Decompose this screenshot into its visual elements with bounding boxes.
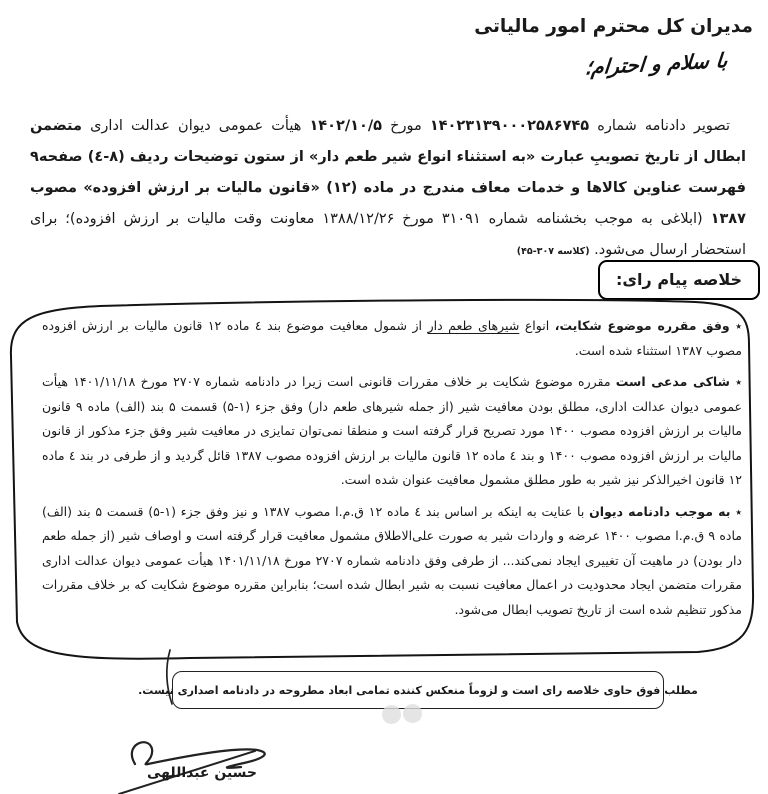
bullet-marker: ٭	[735, 374, 742, 389]
signature-scribble-icon	[95, 724, 300, 794]
bullet-item	[42, 370, 742, 493]
intro-paragraph	[30, 111, 746, 267]
watermark-dots	[362, 704, 422, 726]
bullet-text: از شمول معافیت موضوع بند ٤ ماده ۱۲ قانون مالیات بر ارزش افزوده مصوب ۱۳۸۷ استثناء شده است.	[42, 318, 742, 358]
page-title: مدیران کل محترم امور مالیاتی	[474, 16, 753, 37]
case-reference: (کلاسه ۳۰۷-۴۵)	[516, 245, 590, 257]
bullet-lead: شاکی مدعی است	[615, 374, 730, 389]
verdict-date: ۱۴۰۲/۱۰/۵	[309, 117, 382, 134]
bullet-marker: ٭	[735, 503, 742, 519]
issuer-name: هیأت عمومی دیوان عدالت اداری	[90, 117, 302, 134]
watermark-dot-icon	[382, 705, 401, 724]
bullet-text: انواع	[524, 318, 550, 333]
underlined-term: شیرهای طعم دار	[427, 318, 520, 333]
summary-bullets	[42, 314, 742, 629]
summary-label-box: خلاصه پیام رای:	[598, 260, 760, 300]
bullet-lead: وفق مقرره موضوع شکایت،	[554, 318, 730, 333]
dated-label: مورخ	[390, 117, 422, 134]
bullet-item	[42, 314, 742, 363]
intro-lead: تصویر دادنامه شماره	[597, 117, 731, 134]
bullet-text: مقرره موضوع شکایت بر خلاف مقررات قانونی است زیرا در دادنامه شماره ۲۷۰۷ مورخ ۱۴۰۱/۱۱/۱۸ هیأت عمومی دیوان عدالت اداری، مطلق بودن معافیت شیر (از جمله شیرهای طعم دار) وفق جزء (۱-۵) قسمت ۵ بند (الف) ماده ۹ قانون مالیات بر ارزش افزوده مصوب ۱۴۰۰ مورد تصریح قرار گرفته است و منطقا نمی‌توان تمایزی در معافیت شیر وفق جزء مذکور از قانون مالیات بر ارزش افزوده مصوب ۱۴۰۰ و بند ٤ ماده ۱۲ قانون مالیات بر ارزش افزوده مصوب ۱۳۸۷ قائل گردید و از طرفی در بند ٤ ماده ۱۲ قانون اخیرالذکر نیز شیر به طور مطلق مشمول معافیت عنوان شده است.	[42, 374, 743, 487]
bullet-marker: ٭	[735, 318, 743, 333]
subject-bold-text: متضمن ابطال از تاریخ تصویبِ عبارت «به استثناء انواع شیر طعم دار» از ستون توضیحات ردیف (۸-٤) صفحه۹ فهرست عناوین کالاها و خدمات معاف مندرج در ماده (۱۲) «قانون مالیات بر ارزش افزوده» مصوب ۱۳۸۷	[30, 117, 747, 227]
subject-tail-text: (ابلاغی به موجب بخشنامه شماره ۳۱۰۹۱ مورخ ۱۳۸۸/۱۲/۲۶ معاونت وقت مالیات بر ارزش افزوده)؛ برای استحضار ارسال می‌شود.	[30, 210, 746, 258]
watermark-dot-icon	[403, 704, 422, 723]
bullet-lead: به موجب دادنامه دیوان	[589, 503, 731, 519]
handwritten-greeting: با سلام و احترام؛	[584, 47, 730, 80]
docket-number: ۱۴۰۲۳۱۳۹۰۰۰۲۵۸۶۷۴۵	[429, 117, 590, 134]
bullet-item	[42, 500, 742, 623]
signatory-name: حسین عبداللهی	[146, 765, 258, 781]
bullet-text: با عنایت به اینکه بر اساس بند ٤ ماده ۱۲ ق.م.ا مصوب ۱۳۸۷ و نیز وفق جزء (۱-۵) قسمت ۵ بند (الف) ماده ۹ ق.م.ا مصوب ۱۴۰۰ عرضه و واردات شیر به صورت علی‌الاطلاق مشمول معافیت قرار گرفته است و اوصاف شیر (از جمله طعم دار بودن) در ماهیت آن تغییری ایجاد نمی‌کند... از طرفی وفق دادنامه شماره ۲۷۰۷ مورخ ۱۴۰۱/۱۱/۱۸ هیأت عمومی دیوان عدالت اداری مقررات متضمن ایجاد محدودیت در اعمال معافیت نسبت به شیر ابطال شده است؛ بنابراین مقرره موضوع شکایت که بر خلاف مقررات مذکور تنظیم شده است از تاریخ تصویب ابطال می‌شود.	[42, 503, 742, 617]
disclaimer-note: مطلب فوق حاوی خلاصه رای است و لزوماً منعکس کننده تمامی ابعاد مطروحه در دادنامه اصداری نیست.	[172, 671, 664, 709]
